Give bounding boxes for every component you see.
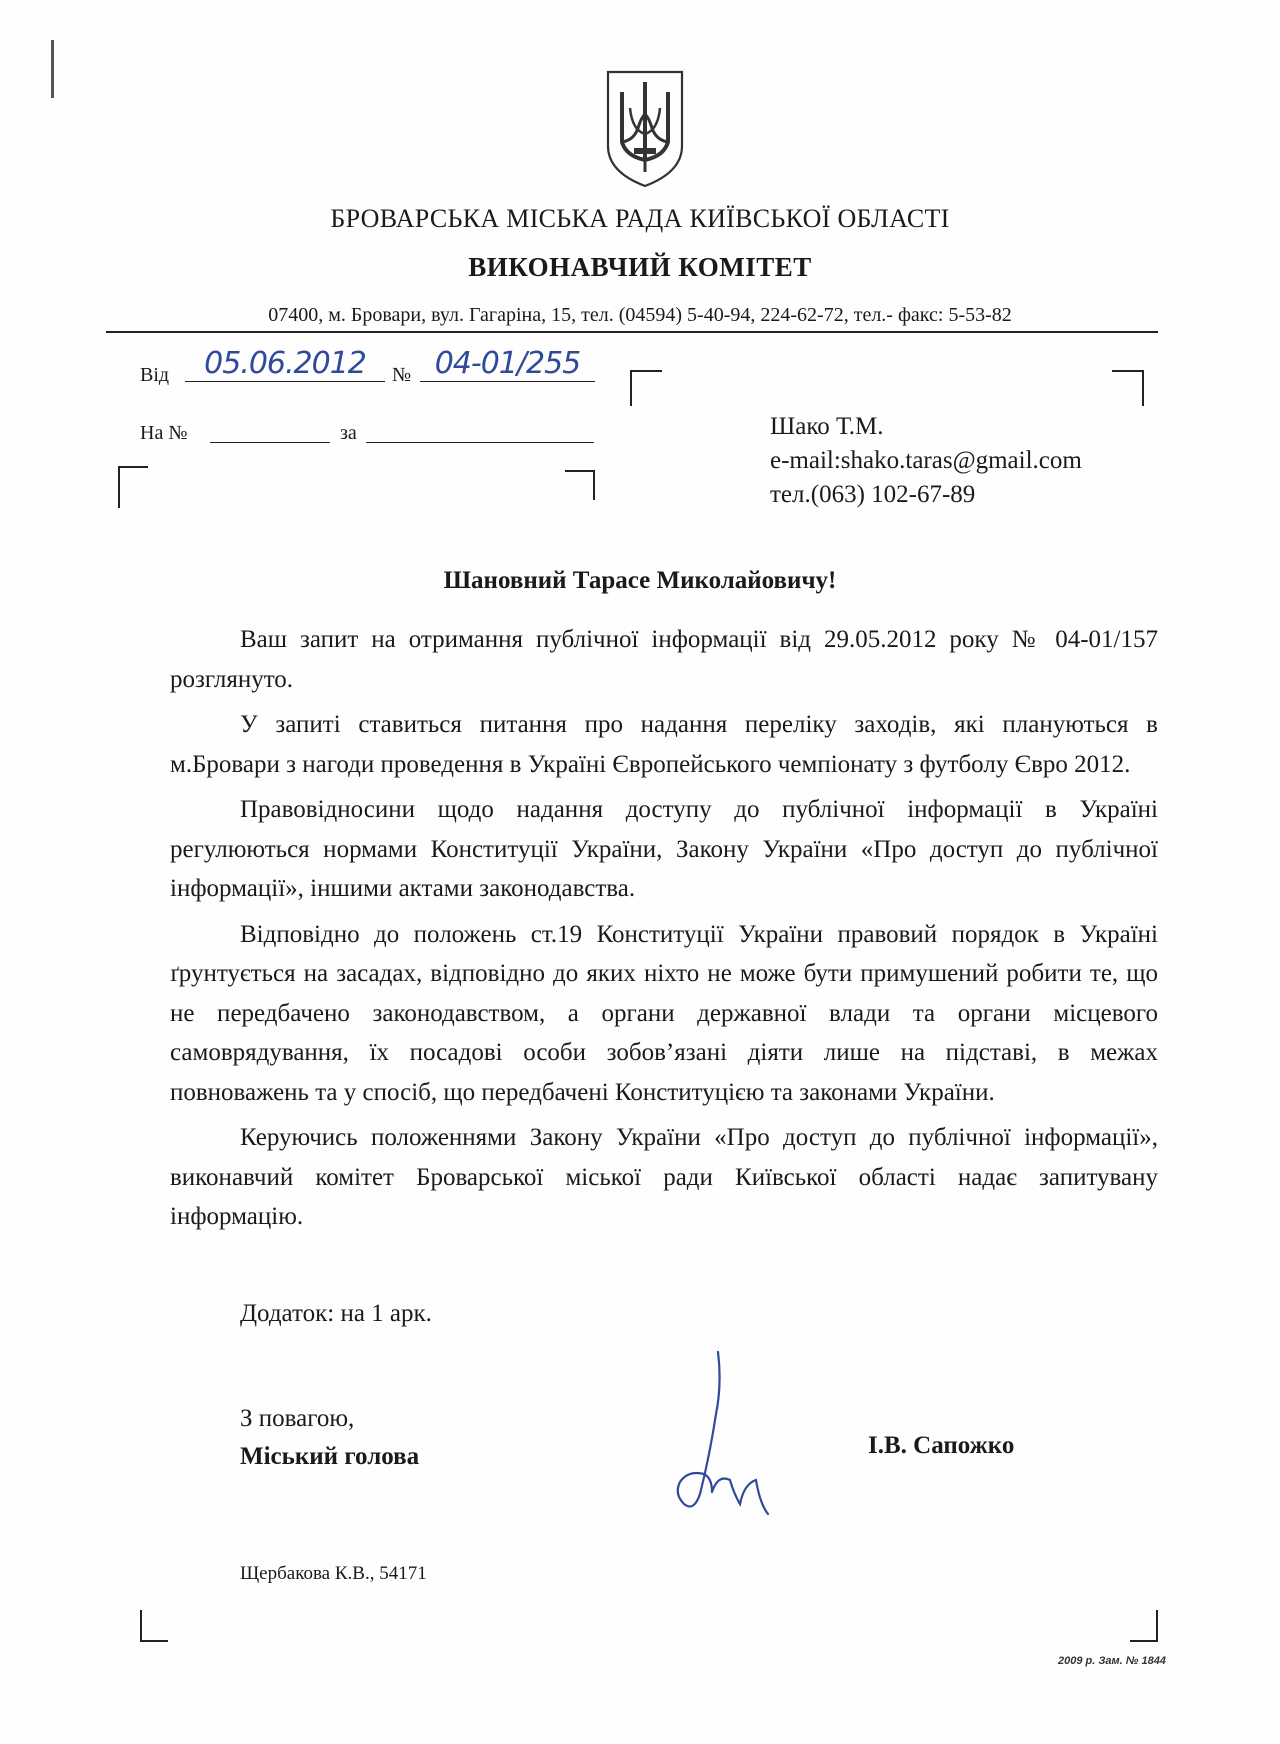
reply-to-number-blank <box>210 442 330 443</box>
letter-body <box>170 620 1158 1243</box>
print-order-mark: 2009 р. Зам. № 1844 <box>1058 1655 1166 1667</box>
paragraph: У запиті ставиться питання про надання переліку заходів, які плануються в м.Бровари з нагоди проведення в Україні Європейського чемпіонату з футболу Євро 2012. <box>170 711 1158 778</box>
annex-note: Додаток: на 1 арк. <box>240 1300 432 1327</box>
closing-regards: З повагою, <box>240 1405 355 1432</box>
closing-block <box>240 1400 419 1476</box>
handwritten-signature <box>660 1344 810 1524</box>
header-divider <box>106 331 1158 333</box>
recipient-phone: тел.(063) 102-67-89 <box>770 481 976 508</box>
subject-corner-top-left <box>118 466 148 508</box>
executor-info: Щербакова К.В., 54171 <box>240 1563 427 1584</box>
signer-name: І.В. Сапожко <box>868 1432 1015 1459</box>
address-corner-top-left <box>630 370 662 406</box>
page-corner-bottom-left <box>140 1610 168 1642</box>
recipient-block <box>770 410 1082 512</box>
subject-corner-top-right <box>565 470 595 500</box>
paragraph: Відповідно до положень ст.19 Конституції України правовий порядок в Україні ґрунтується на засадах, відповідно до яких ніхто не може бути примушений робити те, що не передбачено законодавством, а органи державної влади та органи місцевого самоврядування, їх посадові особи зобов’язані діяти лише на підставі, в межах повноважень та у спосіб, що передбачені Конституцією та законами України. <box>170 920 1158 1106</box>
paragraph: Ваш запит на отримання публічної інформації від 29.05.2012 року № 04-01/157 розглянуто. <box>170 626 1158 693</box>
registration-number-field <box>420 346 595 382</box>
registration-from-label: Від <box>140 364 170 386</box>
scan-edge-mark <box>51 40 54 98</box>
organization-name: БРОВАРСЬКА МІСЬКА РАДА КИЇВСЬКОЇ ОБЛАСТІ <box>330 204 950 233</box>
registration-date-field <box>185 346 385 382</box>
recipient-email: e-mail:shako.taras@gmail.com <box>770 447 1082 474</box>
greeting: Шановний Тарасе Миколайовичу! <box>443 567 837 594</box>
paragraph: Керуючись положеннями Закону України «Про доступ до публічної інформації», виконавчий комітет Броварської міської ради Київської області надає запитувану інформацію. <box>170 1124 1158 1230</box>
registration-number-handwritten: 04-01/255 <box>420 346 595 382</box>
paragraph: Правовідносини щодо надання доступу до публічної інформації в Україні регулюються нормами Конституції України, Закону України «Про доступ до публічної інформації», іншими актами законодавства. <box>170 796 1158 902</box>
reply-to-label: На № <box>140 422 188 444</box>
registration-number-label: № <box>392 364 412 386</box>
signer-position: Міський голова <box>240 1443 420 1470</box>
organization-subtitle: ВИКОНАВЧИЙ КОМІТЕТ <box>468 252 812 282</box>
recipient-name: Шако Т.М. <box>770 413 884 440</box>
page-corner-bottom-right <box>1130 1610 1158 1642</box>
organization-address: 07400, м. Бровари, вул. Гагаріна, 15, тел. (04594) 5-40-94, 224-62-72, тел.- факс: 5-53-82 <box>268 304 1012 326</box>
trident-coat-of-arms-icon <box>604 68 686 190</box>
reply-date-blank <box>366 442 594 443</box>
address-corner-top-right <box>1112 370 1144 406</box>
registration-date-handwritten: 05.06.2012 <box>185 346 385 382</box>
reply-date-label: за <box>340 422 357 444</box>
